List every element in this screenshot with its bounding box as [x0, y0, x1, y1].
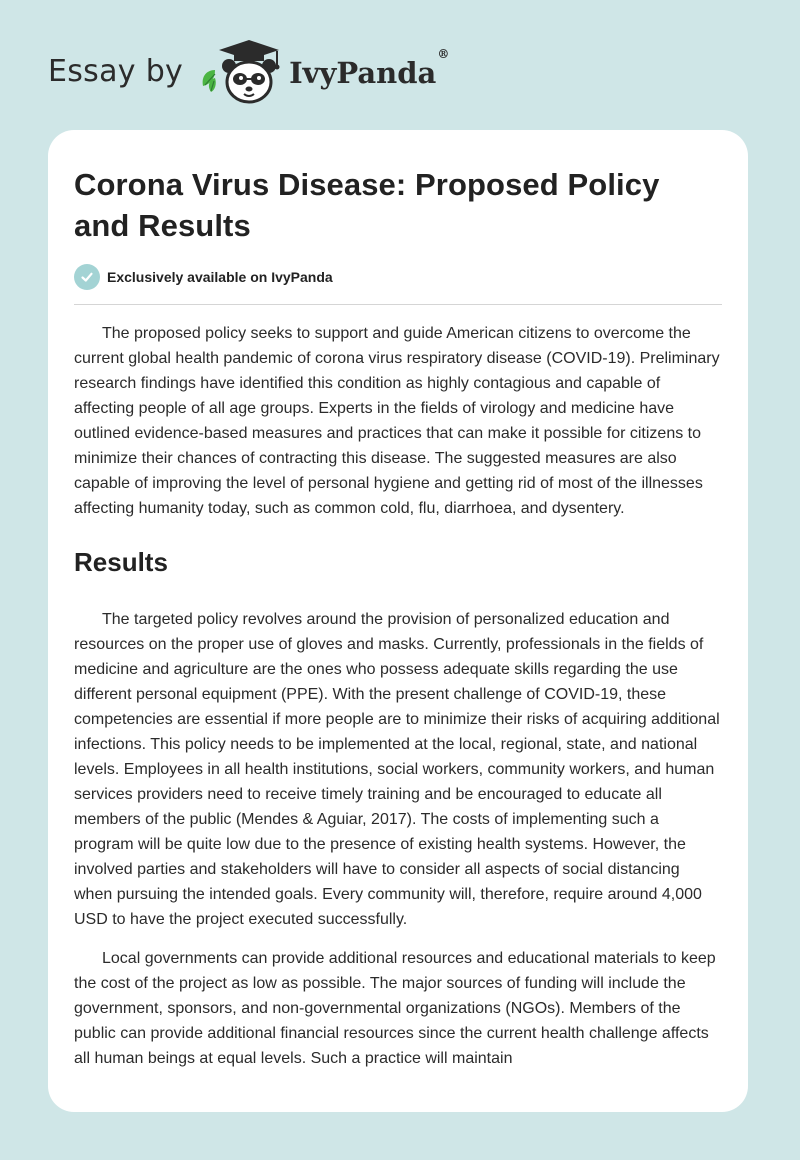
- panda-graduate-icon[interactable]: [197, 36, 287, 106]
- exclusive-label: Exclusively available on IvyPanda: [107, 269, 333, 285]
- article-card: [48, 130, 748, 1112]
- essay-by-label: Essay by: [48, 53, 184, 89]
- registered-mark: ®: [437, 47, 450, 62]
- exclusive-badge-row: [74, 264, 722, 305]
- page-title: Corona Virus Disease: Proposed Policy and Results: [74, 167, 660, 243]
- brand-name[interactable]: IvyPanda®: [289, 47, 450, 90]
- intro-paragraph: The proposed policy seeks to support and guide American citizens to overcome the current global health pandemic of corona virus respiratory disease (COVID-19). Preliminary research findings have identified this condition as highly contagious and capable of affecting people of all age groups. Experts in the fields of virology and medicine have outlined evidence-based measures and practices that can make it possible for citizens to minimize their chances of contracting this disease. The suggested measures are also capable of improving the level of personal hygiene and getting rid of most of the illnesses affecting humanity today, such as common cold, flu, diarrhoea, and dysentery.: [74, 325, 720, 517]
- results-heading: Results: [74, 547, 168, 577]
- site-header: [48, 36, 449, 106]
- results-paragraph-1: The targeted policy revolves around the provision of personalized education and resources on the proper use of gloves and masks. Currently, professionals in the fields of medicine and agriculture are the ones who possess adequate skills regarding the use different personal equipment (PPE). With the present challenge of COVID-19, these competencies are essential if more people are to minimize their risks of acquiring additional infections. This policy needs to be implemented at the local, regional, state, and national levels. Employees in all health institutions, social workers, community workers, and human services providers need to receive timely training and be encouraged to educate all members of the public (Mendes & Aguiar, 2017). The costs of implementing such a program will be quite low due to the presence of existing health systems. However, the involved parties and stakeholders will have to consider all aspects of social distancing when pursuing the intended goals. Every community will, therefore, require around 4,000 USD to have the project executed successfully.: [74, 611, 720, 928]
- results-paragraph-2: Local governments can provide additional resources and educational materials to keep the cost of the project as low as possible. The major sources of funding will include the government, sponsors, and non-governmental organizations (NGOs). Members of the public can provide additional financial resources since the current health challenge affects all human beings at equal levels. Such a practice will maintain: [74, 950, 716, 1067]
- checkmark-icon: [74, 264, 100, 290]
